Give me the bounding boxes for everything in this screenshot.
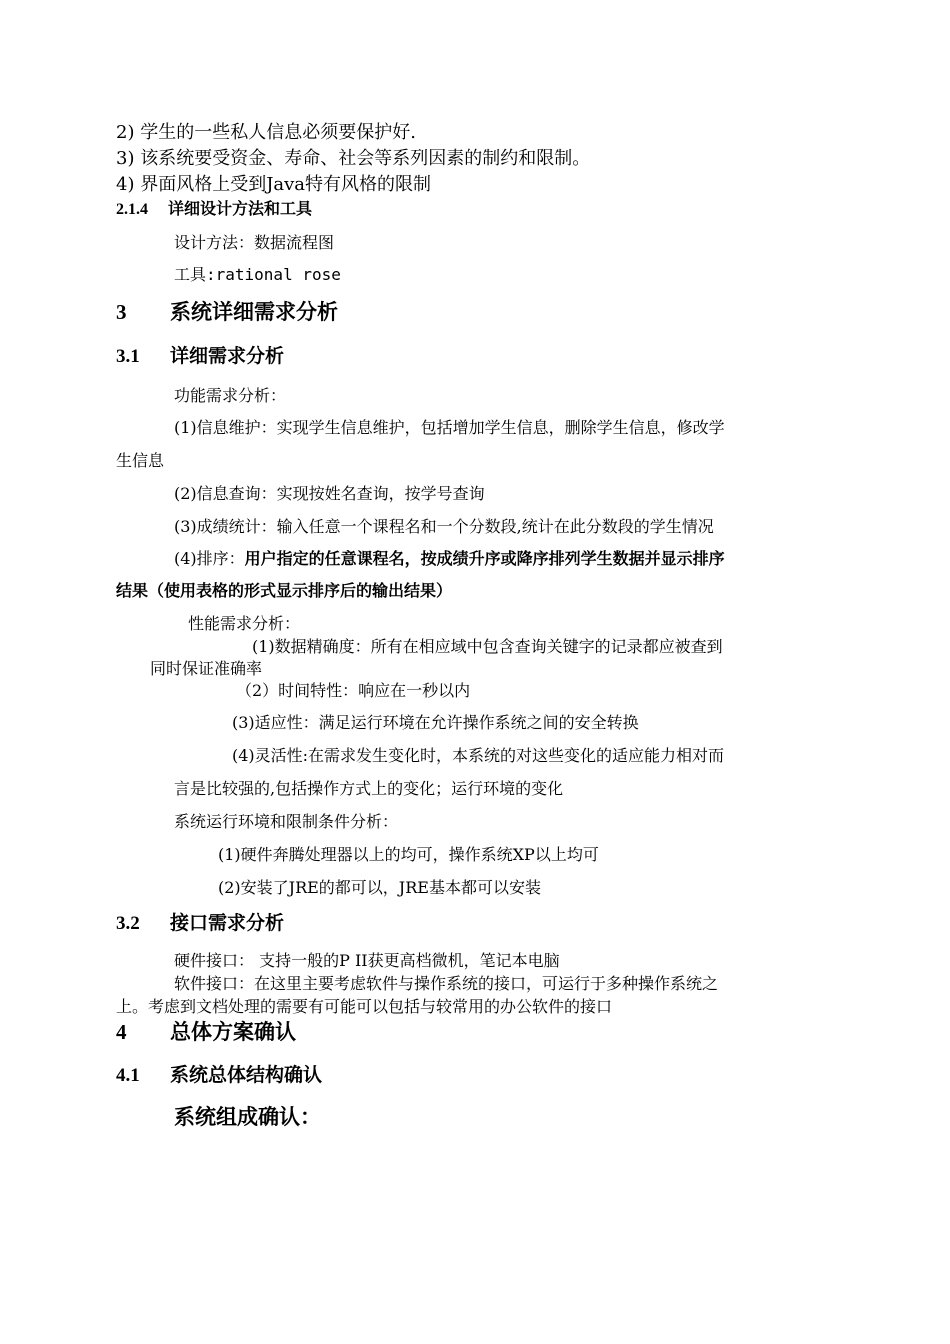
heading-title: 详细需求分析 [170,345,285,367]
func-req-4-bold: 用户指定的任意课程名，按成绩升序或降序排列学生数据并显示排序 [244,549,725,568]
heading-2-1-4 [116,196,312,219]
heading-number: 3 [116,300,127,324]
func-req-4-prefix: (4)排序： [174,549,245,568]
hardware-interface: 硬件接口： 支持一般的P II获更高档微机，笔记本电脑 [174,951,560,970]
heading-number: 4.1 [116,1065,140,1086]
heading-title: 接口需求分析 [170,912,285,934]
heading-number: 4 [116,1020,127,1044]
perf-req-4: (4)灵活性:在需求发生变化时，本系统的对这些变化的适应能力相对而 [232,746,725,765]
heading-3-2 [116,908,284,935]
perf-req-2: （2）时间特性：响应在一秒以内 [236,681,471,700]
perf-req-1: (1)数据精确度：所有在相应域中包含查询关键字的记录都应被查到 [252,637,723,656]
heading-number: 2.1.4 [116,201,148,218]
design-method: 设计方法：数据流程图 [174,233,335,252]
heading-4-1 [116,1060,322,1087]
constraint-3: 3) 该系统要受资金、寿命、社会等系列因素的制约和限制。 [116,148,591,169]
env-2: (2)安装了JRE的都可以，JRE基本都可以安装 [218,878,541,897]
perf-req-1-cont: 同时保证准确率 [150,659,263,678]
func-req-1: (1)信息维护：实现学生信息维护，包括增加学生信息，删除学生信息，修改学 [174,418,725,437]
env-title: 系统运行环境和限制条件分析： [174,812,399,831]
design-tool: 工具:rational rose [174,265,341,284]
heading-number: 3.2 [116,913,140,934]
func-req-4 [174,546,725,569]
heading-3-1 [116,341,284,368]
heading-3 [116,296,338,326]
perf-req-3: (3)适应性：满足运行环境在允许操作系统之间的安全转换 [232,713,639,732]
heading-title: 总体方案确认 [170,1019,296,1044]
heading-title: 系统详细需求分析 [170,299,338,324]
constraint-4: 4) 界面风格上受到Java特有风格的限制 [116,174,432,195]
heading-title: 详细设计方法和工具 [168,199,313,218]
heading-4 [116,1016,296,1046]
system-composition-title: 系统组成确认： [174,1104,321,1129]
func-req-2: (2)信息查询：实现按姓名查询，按学号查询 [174,484,485,503]
func-req-title: 功能需求分析： [174,386,287,405]
perf-req-title: 性能需求分析： [188,614,301,633]
heading-title: 系统总体结构确认 [170,1064,323,1086]
perf-req-4-cont: 言是比较强的,包括操作方式上的变化；运行环境的变化 [174,779,564,798]
software-interface-cont: 上。考虑到文档处理的需要有可能可以包括与较常用的办公软件的接口 [116,997,613,1016]
heading-number: 3.1 [116,346,140,367]
env-1: (1)硬件奔腾处理器以上的均可，操作系统XP以上均可 [218,845,599,864]
func-req-4-cont: 结果（使用表格的形式显示排序后的输出结果） [116,581,453,600]
func-req-3: (3)成绩统计：输入任意一个课程名和一个分数段,统计在此分数段的学生情况 [174,517,714,536]
constraint-2: 2) 学生的一些私人信息必须要保护好. [116,122,416,143]
software-interface: 软件接口：在这里主要考虑软件与操作系统的接口，可运行于多种操作系统之 [174,974,719,993]
func-req-1-cont: 生信息 [116,451,165,470]
